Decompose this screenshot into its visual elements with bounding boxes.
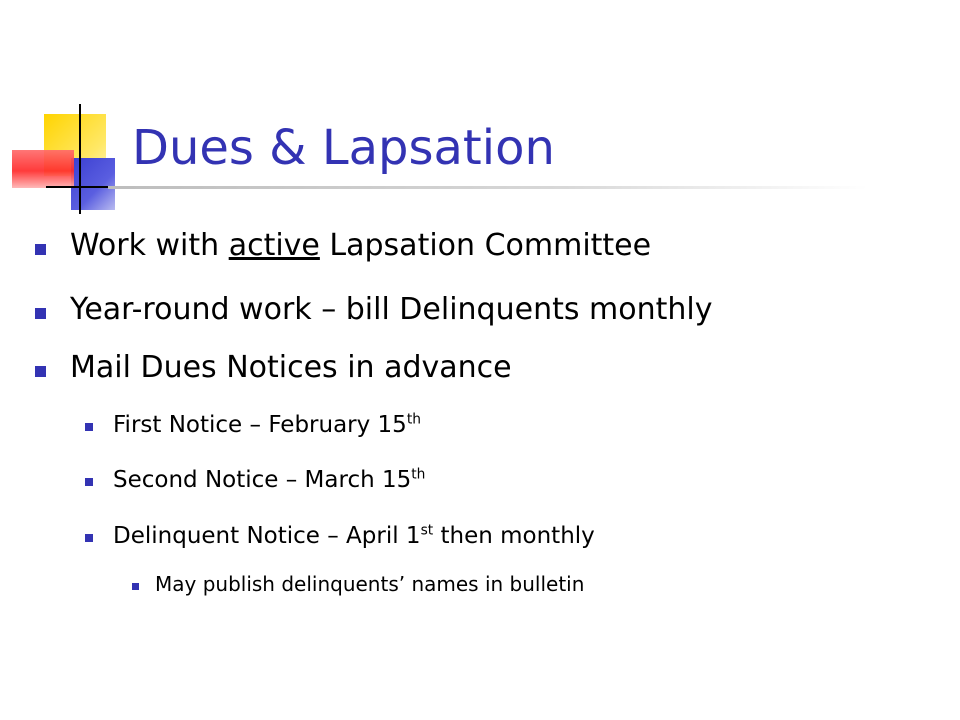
sub-bullet-2-superscript: th: [411, 466, 426, 483]
sub-bullet-item-1: [113, 409, 421, 441]
sub-bullet-1-text: First Notice – February 15: [113, 412, 407, 438]
square-bullet-icon: [35, 366, 46, 377]
sub-bullet-3-after: then monthly: [433, 523, 595, 549]
bullet-1-text-after: Lapsation Committee: [319, 228, 652, 263]
square-bullet-icon: [85, 423, 93, 431]
square-bullet-icon: [85, 534, 93, 542]
bullet-item-2: [70, 290, 712, 330]
bullet-3-text: Mail Dues Notices in advance: [70, 350, 512, 385]
square-bullet-icon: [132, 583, 139, 590]
sub-sub-bullet-item-1: [155, 570, 584, 598]
sub-bullet-3-superscript: st: [420, 522, 434, 539]
bullet-item-3: [70, 348, 512, 388]
sub-bullet-item-3: [113, 520, 595, 552]
bullet-1-underlined-text: active: [228, 228, 320, 263]
sub-bullet-item-2: [113, 464, 425, 496]
bullet-item-1: [70, 226, 651, 266]
bullet-2-text: Year-round work – bill Delinquents monthly: [70, 292, 713, 327]
square-bullet-icon: [85, 478, 93, 486]
square-bullet-icon: [35, 308, 46, 319]
sub-bullet-2-text: Second Notice – March 15: [113, 467, 412, 493]
sub-bullet-1-superscript: th: [406, 411, 421, 428]
square-bullet-icon: [35, 244, 46, 255]
sub-bullet-3-text: Delinquent Notice – April 1: [113, 523, 421, 549]
slide-title: Dues & Lapsation: [132, 120, 555, 176]
bullet-1-text-before: Work with: [70, 228, 229, 263]
sub-sub-bullet-1-text: May publish delinquents’ names in bulletin: [155, 572, 585, 596]
